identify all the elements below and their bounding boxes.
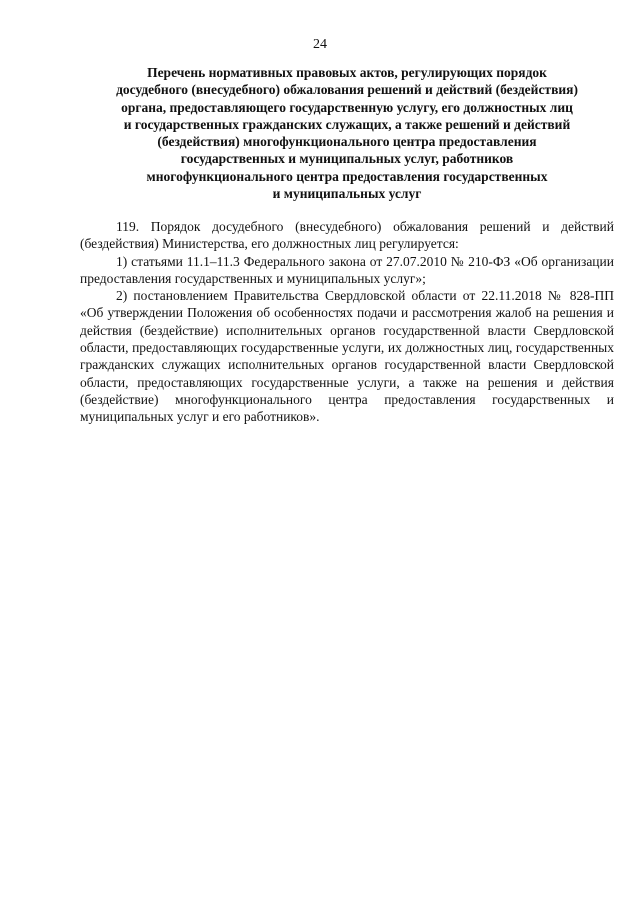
heading-line: досудебного (внесудебного) обжалования решений и действий (бездействия) [116,82,578,98]
heading-line: (бездействия) многофункционального центра предоставления [157,134,537,150]
page-number: 24 [313,37,327,52]
heading-line: многофункционального центра предоставления государственных [146,168,548,184]
heading-line: и муниципальных услуг [272,186,422,202]
list-item-1: 1) статьями 11.1–11.3 Федерального закона от 27.07.2010 № 210-ФЗ «Об организации предоставления государственных и муниципальных услуг»; [80,253,614,286]
heading-line: Перечень нормативных правовых актов, регулирующих порядок [147,65,547,80]
heading-line: и государственных гражданских служащих, а также решений и действий [123,116,571,132]
document-heading [80,64,614,202]
document-body [80,218,614,426]
list-item-2: 2) постановлением Правительства Свердловской области от 22.11.2018 № 828-ПП «Об утверждении Положения об особенностях подачи и рассмотрения жалоб на решения и действия (бездействие) исполнительных органов государственной власти Свердловской области, предоставляющих государственные услуги, их должностных лиц, государственных гражданских служащих исполнительных органов государственной власти Свердловской области, предоставляющих государственные услуги, а также на решения и действия (бездействие) многофункционального центра предоставления государственных и муниципальных услуг и его работников». [80,288,614,425]
paragraph-119: 119. Порядок досудебного (внесудебного) обжалования решений и действий (бездействия) Министерства, его должностных лиц регулируется: [80,219,614,252]
heading-line: органа, предоставляющего государственную услугу, его должностных лиц [121,99,573,115]
heading-line: государственных и муниципальных услуг, работников [180,151,514,167]
